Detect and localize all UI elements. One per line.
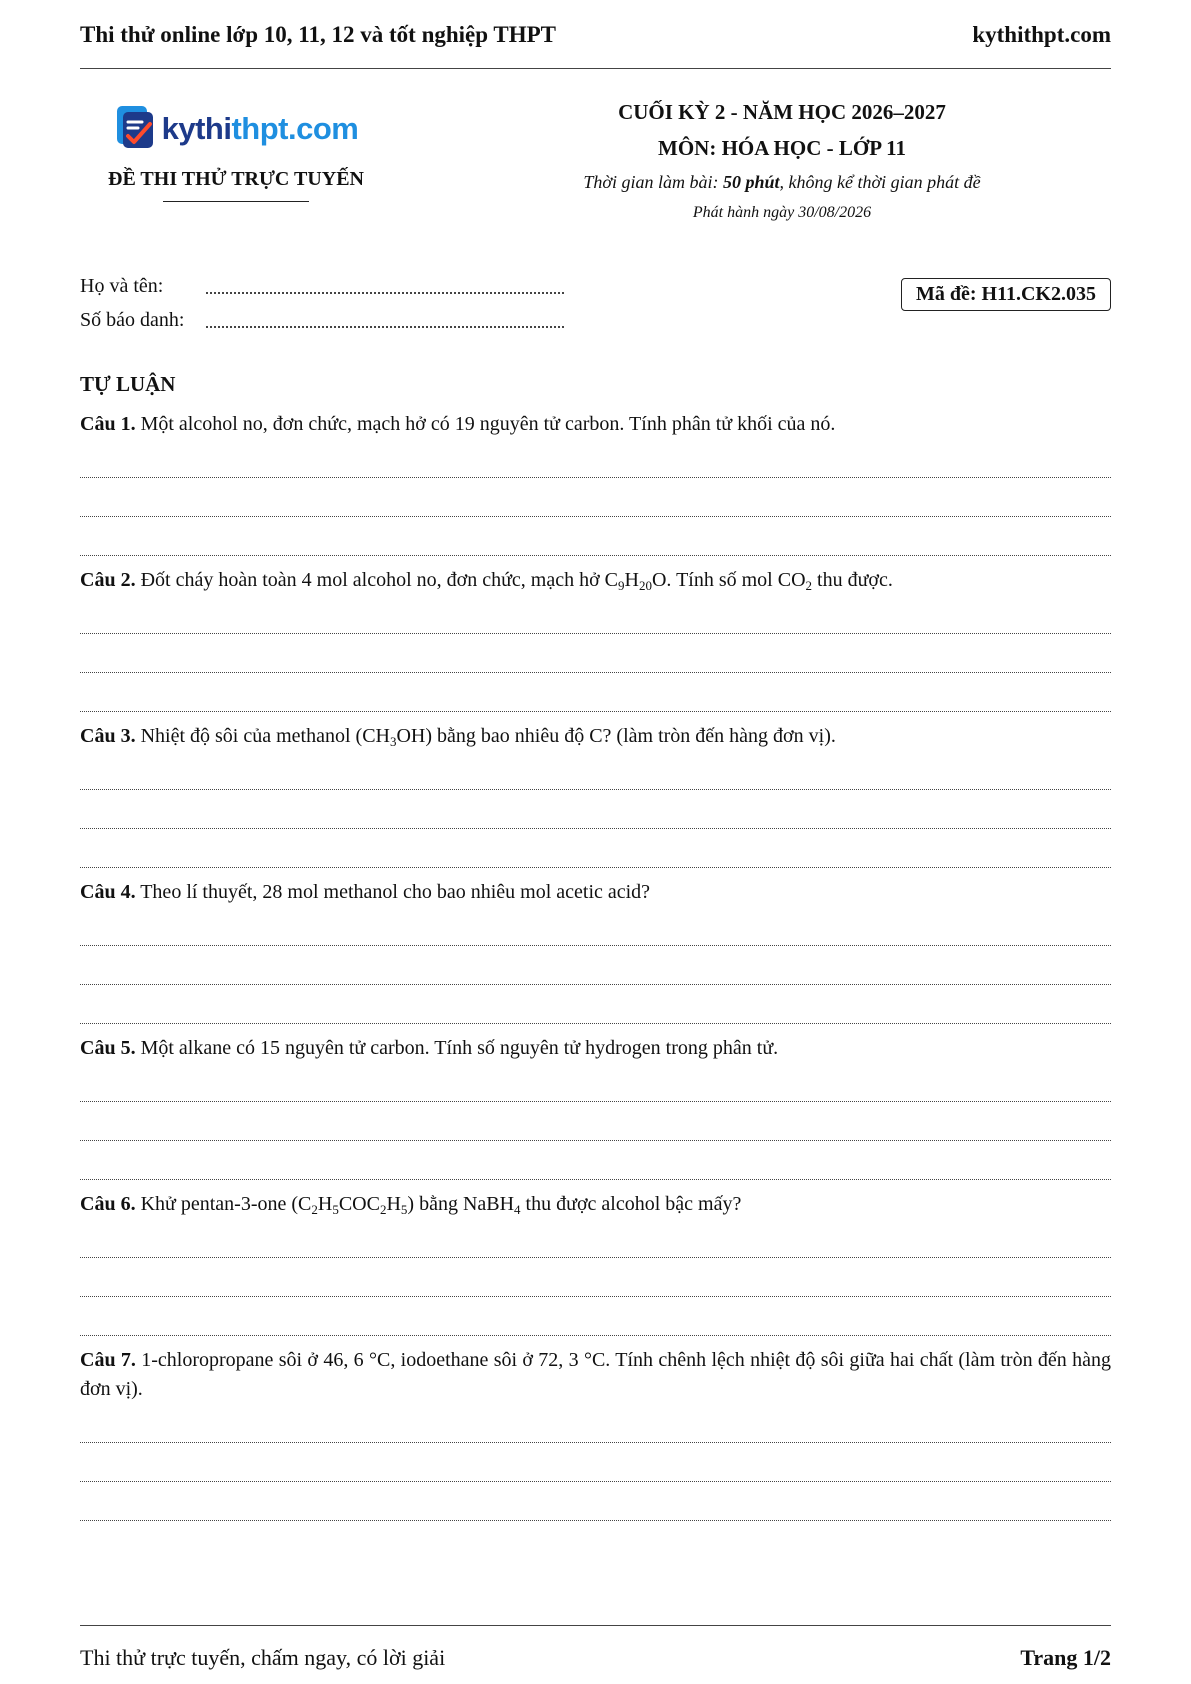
answer-line[interactable]	[80, 1141, 1111, 1180]
answer-line[interactable]	[80, 829, 1111, 868]
footer-slogan: Thi thử trực tuyến, chấm ngay, có lời giải	[80, 1645, 446, 1670]
question-spacer	[80, 1521, 1111, 1531]
answer-line[interactable]	[80, 1219, 1111, 1258]
exam-code-box: Mã đề: H11.CK2.035	[901, 278, 1111, 311]
header-divider	[80, 68, 1111, 69]
logo-icon	[114, 104, 158, 155]
question-segment: 1-chloropropane sôi ở 46, 6 °C, iodoethane sôi ở 72, 3 °C. Tính chênh lệch nhiệt độ sôi giữa hai chất (làm tròn đến hàng đơn vị).	[80, 1349, 1112, 1400]
question-block	[80, 410, 1111, 566]
answer-line[interactable]	[80, 1482, 1111, 1521]
question-block	[80, 566, 1111, 722]
exam-time-post: , không kể thời gian phát đề	[779, 172, 981, 192]
exam-page	[80, 0, 1111, 1684]
subscript: 9	[618, 578, 625, 593]
question-spacer	[80, 1336, 1111, 1346]
answer-line[interactable]	[80, 634, 1111, 673]
answer-line[interactable]	[80, 751, 1111, 790]
question-text	[80, 1190, 1111, 1219]
exam-time-bold: 50 phút	[723, 172, 780, 192]
question-segment: O. Tính số mol CO	[651, 569, 806, 591]
answer-line[interactable]	[80, 673, 1111, 712]
answer-line[interactable]	[80, 1443, 1111, 1482]
question-spacer	[80, 556, 1111, 566]
question-spacer	[80, 868, 1111, 878]
logo-text-light: thpt.com	[231, 111, 359, 146]
answer-line[interactable]	[80, 595, 1111, 634]
question-segment: Nhiệt độ sôi của methanol (CH	[140, 725, 390, 747]
subscript: 5	[332, 1202, 339, 1217]
answer-line[interactable]	[80, 1404, 1111, 1443]
answer-line[interactable]	[80, 907, 1111, 946]
question-spacer	[80, 1024, 1111, 1034]
logo-text-dark: kythi	[161, 111, 232, 146]
name-label: Họ và tên:	[80, 275, 164, 297]
questions-list	[80, 410, 1111, 1531]
question-text	[80, 566, 1111, 595]
question-text	[80, 1346, 1111, 1404]
subscript: 2	[379, 1202, 387, 1217]
answer-line[interactable]	[80, 1102, 1111, 1141]
question-segment: ) bằng NaBH	[407, 1193, 515, 1215]
answer-line[interactable]	[80, 985, 1111, 1024]
logo-block	[80, 100, 392, 202]
question-segment: Một alkane có 15 nguyên tử carbon. Tính số nguyên tử hydrogen trong phân tử.	[140, 1037, 779, 1059]
top-header	[80, 22, 1111, 48]
exam-release-date: Phát hành ngày 30/08/2026	[692, 204, 872, 221]
name-field[interactable]	[206, 274, 564, 294]
exam-time-pre: Thời gian làm bài:	[583, 172, 723, 192]
answer-line[interactable]	[80, 439, 1111, 478]
question-label: Câu 6.	[80, 1193, 136, 1215]
student-id-label: Số báo danh:	[80, 309, 185, 331]
answer-line[interactable]	[80, 946, 1111, 985]
answer-line[interactable]	[80, 478, 1111, 517]
question-block	[80, 1034, 1111, 1190]
header-left-text: Thi thử online lớp 10, 11, 12 và tốt nghiệp THPT	[80, 22, 556, 47]
question-block	[80, 878, 1111, 1034]
question-segment: Theo lí thuyết, 28 mol methanol cho bao nhiêu mol acetic acid?	[140, 881, 651, 903]
question-label: Câu 5.	[80, 1037, 136, 1059]
question-label: Câu 2.	[80, 569, 136, 591]
question-segment: OH) bằng bao nhiêu độ C? (làm tròn đến hàng đơn vị).	[396, 725, 836, 747]
question-segment: thu được alcohol bậc mấy?	[520, 1193, 742, 1215]
answer-line[interactable]	[80, 790, 1111, 829]
footer	[80, 1645, 1111, 1671]
student-info	[80, 264, 564, 332]
question-label: Câu 7.	[80, 1349, 136, 1371]
exam-type-label: ĐỀ THI THỬ TRỰC TUYẾN	[108, 168, 364, 190]
question-text	[80, 410, 1111, 439]
question-spacer	[80, 712, 1111, 722]
answer-line[interactable]	[80, 1297, 1111, 1336]
student-id-row	[80, 298, 564, 332]
logo-wordmark	[162, 111, 359, 147]
exam-heading	[525, 94, 1039, 228]
answer-line[interactable]	[80, 517, 1111, 556]
subscript: 2	[311, 1202, 318, 1217]
question-spacer	[80, 1180, 1111, 1190]
footer-divider	[80, 1625, 1111, 1626]
question-segment: H	[386, 1193, 401, 1215]
question-block	[80, 722, 1111, 878]
question-text	[80, 878, 1111, 907]
answer-line[interactable]	[80, 1258, 1111, 1297]
question-text	[80, 1034, 1111, 1063]
question-label: Câu 4.	[80, 881, 136, 903]
question-block	[80, 1190, 1111, 1346]
question-segment: Khử pentan-3-one (C	[140, 1193, 312, 1215]
exam-title: CUỐI KỲ 2 - NĂM HỌC 2026–2027	[618, 100, 946, 124]
subscript: 2	[805, 578, 813, 593]
question-segment: Đốt cháy hoàn toàn 4 mol alcohol no, đơn chức, mạch hở C	[140, 569, 619, 591]
question-label: Câu 3.	[80, 725, 136, 747]
subscript: 5	[400, 1202, 408, 1217]
subscript: 4	[514, 1202, 521, 1217]
question-text	[80, 722, 1111, 751]
question-segment: H	[624, 569, 639, 591]
question-label: Câu 1.	[80, 413, 136, 435]
subtitle-underline	[163, 201, 309, 202]
header-site: kythithpt.com	[972, 22, 1111, 47]
subscript: 3	[389, 734, 397, 749]
exam-time	[525, 166, 1039, 198]
question-block	[80, 1346, 1111, 1531]
question-segment: thu được.	[812, 569, 893, 591]
answer-line[interactable]	[80, 1063, 1111, 1102]
question-segment: H	[317, 1193, 333, 1215]
name-row	[80, 264, 564, 298]
section-title: TỰ LUẬN	[80, 372, 176, 396]
question-segment: Một alcohol no, đơn chức, mạch hở có 19 nguyên tử carbon. Tính phân tử khối của nó.	[140, 413, 836, 435]
subscript: 20	[638, 578, 652, 593]
page-number: Trang 1/2	[1020, 1645, 1111, 1670]
exam-subject: MÔN: HÓA HỌC - LỚP 11	[658, 136, 906, 160]
student-id-field[interactable]	[206, 308, 564, 328]
question-segment: COC	[338, 1193, 380, 1215]
kythithpt-logo	[80, 100, 392, 158]
